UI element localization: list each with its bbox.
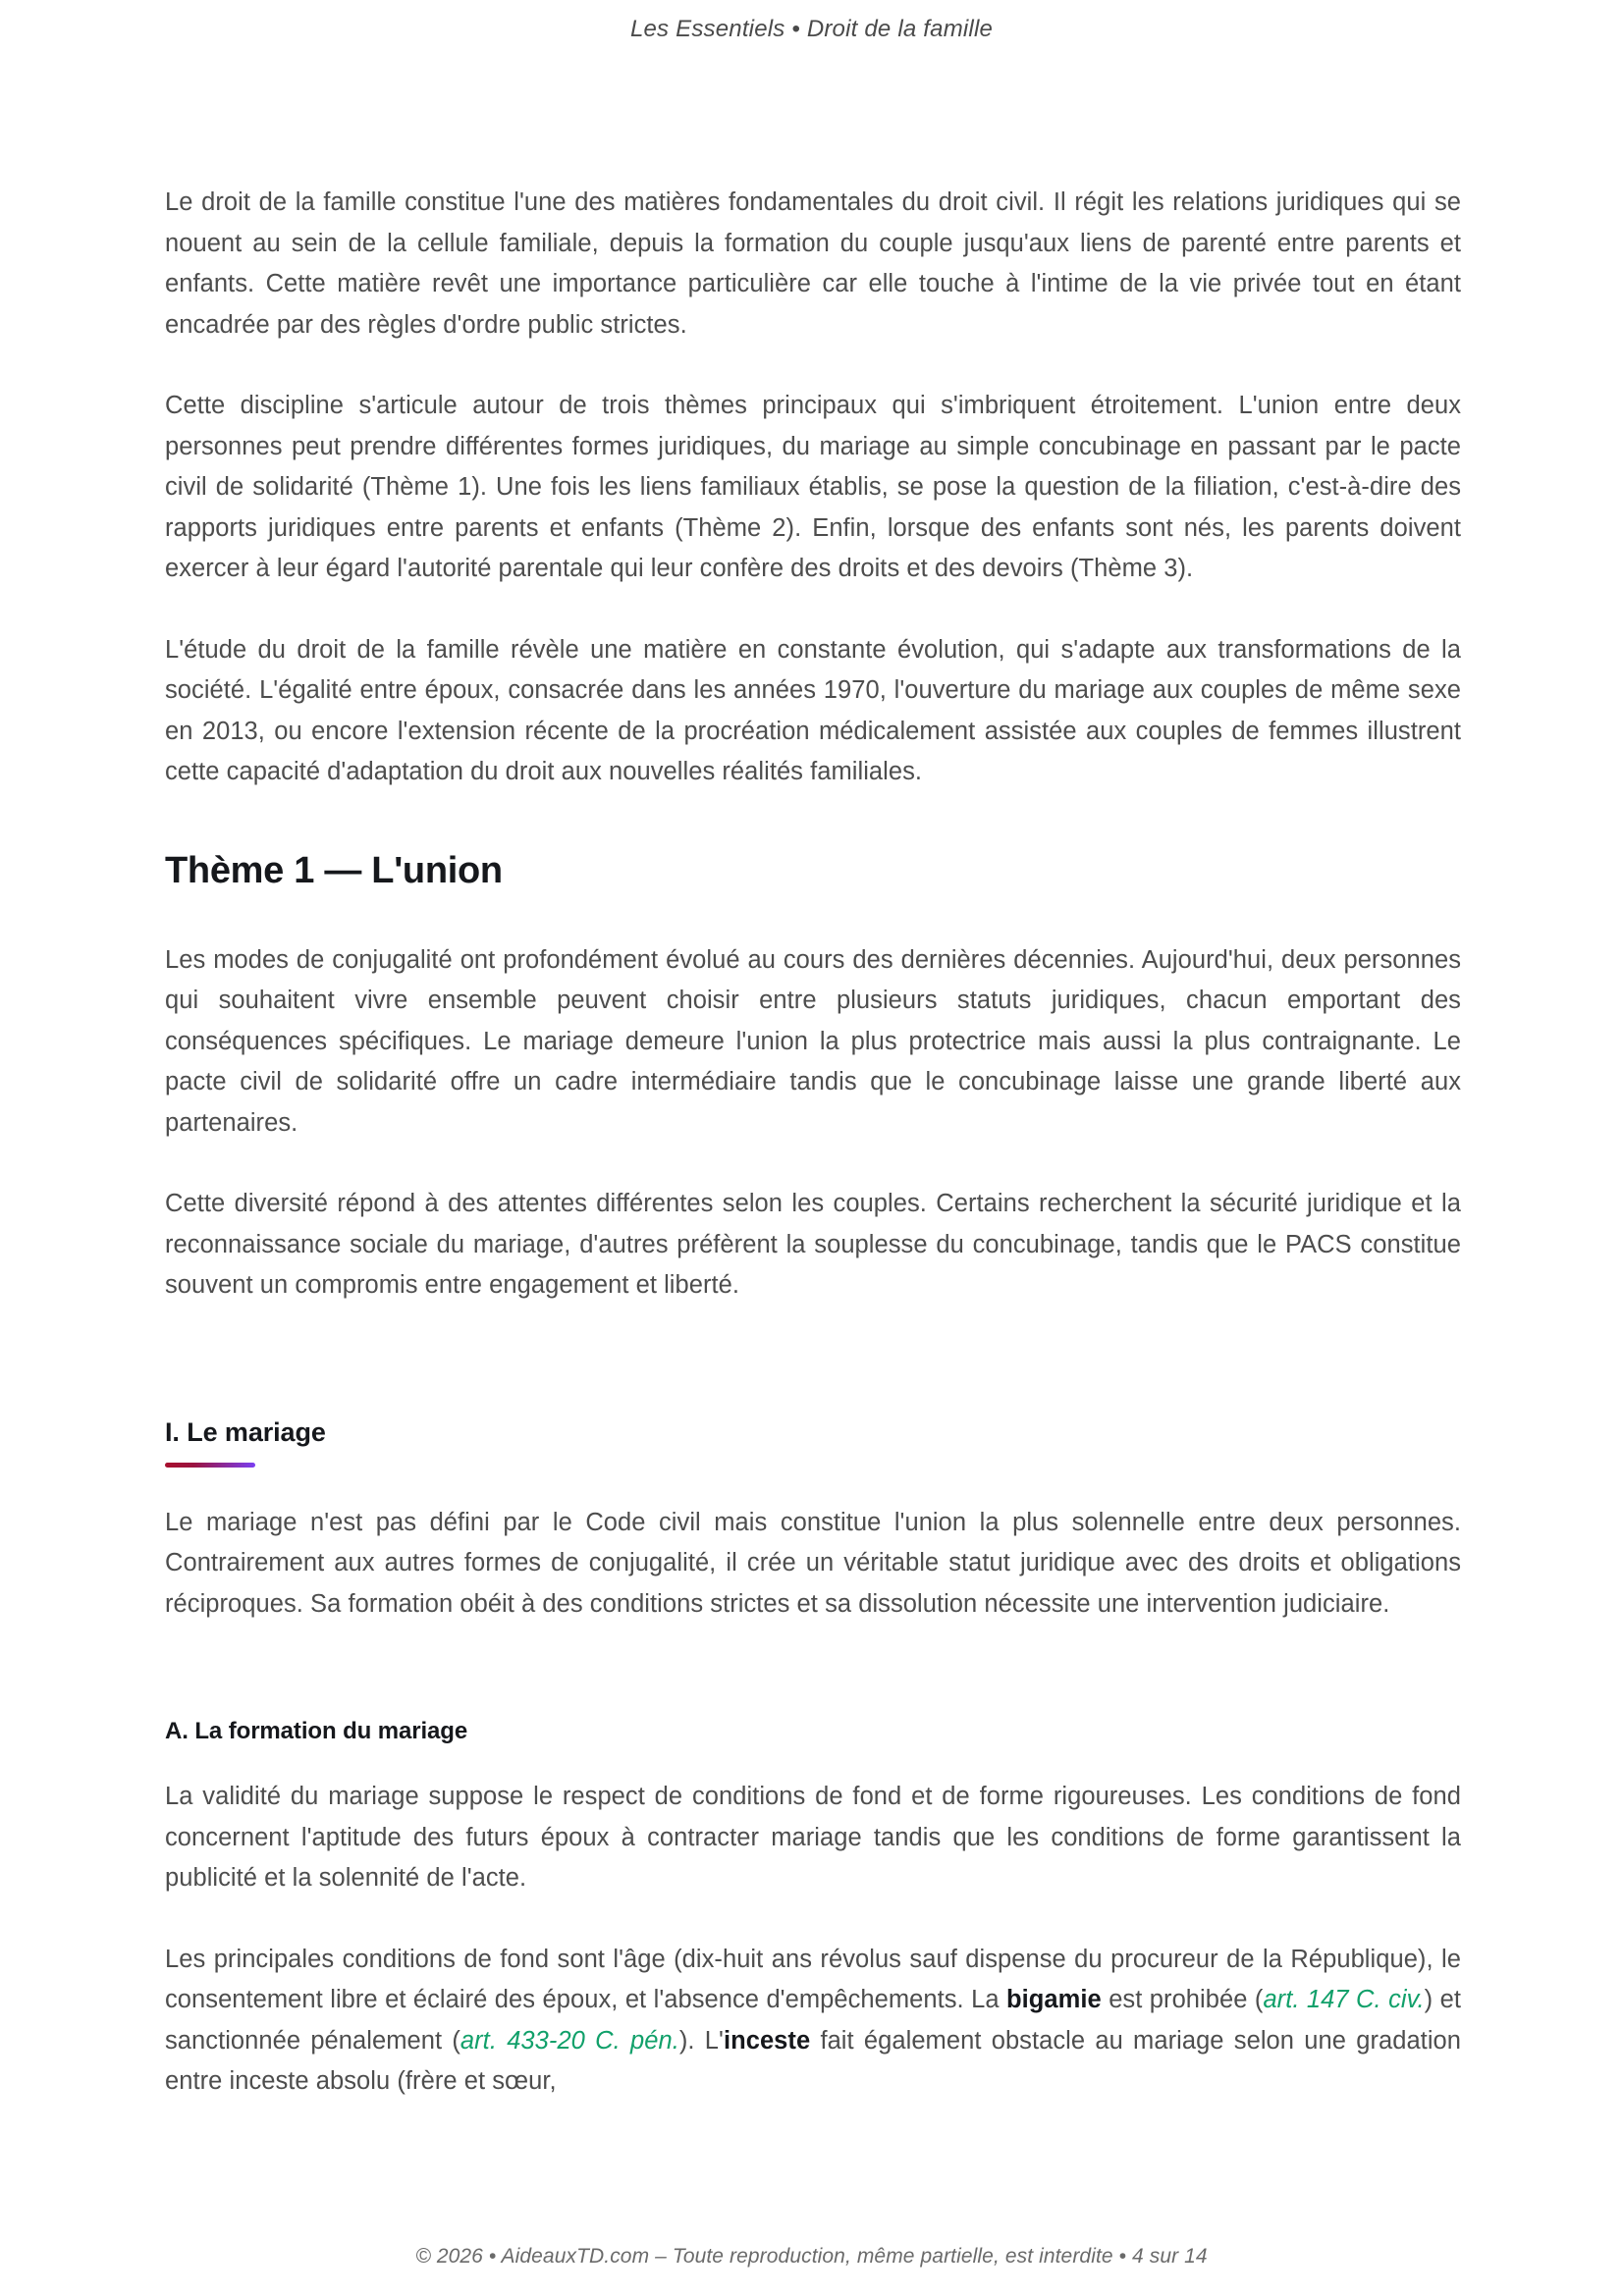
intro-paragraph-1: Le droit de la famille constitue l'une des matières fondamentales du droit civil. Il régit les relations juridiques qui se nouent au sein de la cellule familiale, depuis la formation du couple jusqu'aux liens de parenté entre parents et enfants. Cette matière revêt une importance particulière car elle touche à l'intime de la vie privée tout en étant encadrée par des règles d'ordre public strictes. [165,188,1461,339]
subsection-a-paragraph-2 [165,1940,1461,2103]
keyword-inceste: inceste [723,2026,811,2055]
section-gap [165,1347,1461,1402]
theme-paragraph-1: Les modes de conjugalité ont profondément évolué au cours des dernières décennies. Aujourd'hui, deux personnes qui souhaitent vivre ensemble peuvent choisir entre plusieurs statuts juridiques, chacun emportant des conséquences spécifiques. Le mariage demeure l'union la plus protectrice mais aussi la plus contraignante. Le pacte civil de solidarité offre un cadre intermédiaire tandis que le concubinage laisse une grande liberté aux partenaires. [165,945,1461,1137]
paragraph-text-part-2: est prohibée ( [1101,1986,1264,2013]
paragraph-text-part-1: Les principales conditions de fond sont l'âge (dix-huit ans révolus sauf dispense du procureur de la République), le consentement libre et éclairé des époux, et l'absence d'empêchements. La [165,1945,1461,2013]
subsection-gap [165,1665,1461,1716]
theme-heading: Thème 1 — L'union [165,849,503,891]
paragraph-text-part-4: ). L' [678,2026,724,2055]
running-header: Les Essentiels • Droit de la famille [629,16,994,42]
section-1-paragraph-1: Le mariage n'est pas défini par le Code civil mais constitue l'union la plus solennelle entre deux personnes. Contrairement aux autres formes de conjugalité, il crée un véritable statut juridique avec des droits et obligations réciproques. Sa formation obéit à des conditions strictes et sa dissolution nécessite une intervention judiciaire. [165,1508,1461,1618]
paragraph-text-part-5: fait également obstacle au mariage selon une gradation entre inceste absolu (frère et sœur, [165,2026,1461,2095]
subsection-a-paragraph-1: La validité du mariage suppose le respect de conditions de fond et de forme rigoureuses. Les conditions de fond concernent l'aptitude des futurs époux à contracter mariage tandis que les conditions de forme garantissent la publicité et la solennité de l'acte. [165,1783,1461,1892]
section-accent-rule [165,1463,255,1468]
intro-paragraph-2: Cette discipline s'articule autour de trois thèmes principaux qui s'imbriquent étroitement. L'union entre deux personnes peut prendre différentes formes juridiques, du mariage au simple concubinage en passant par le pacte civil de solidarité (Thème 1). Une fois les liens familiaux établis, se pose la question de la filiation, c'est-à-dire des rapports juridiques entre parents et enfants (Thème 2). Enfin, lorsque des enfants sont nés, les parents doivent exercer à leur égard l'autorité parentale qui leur confère des droits et des devoirs (Thème 3). [165,392,1461,582]
legal-citation-2: art. 433-20 C. pén. [460,2026,679,2055]
section-heading-1: I. Le mariage [165,1416,326,1447]
theme-heading-spacer [165,893,1461,940]
running-footer: © 2026 • AideauxTD.com – Toute reproduction, même partielle, est interdite • 4 sur 14 [415,2245,1208,2268]
paragraph-text-part-3: ) et sanctionnée pénalement ( [165,1986,1462,2055]
legal-citation-1: art. 147 C. civ. [1263,1986,1425,2013]
intro-paragraph-3: L'étude du droit de la famille révèle une matière en constante évolution, qui s'adapte aux transformations de la société. L'égalité entre époux, consacrée dans les années 1970, l'ouverture du mariage aux couples de même sexe en 2013, ou encore l'extension récente de la procréation médicalement assistée aux couples de femmes illustrent cette capacité d'adaptation du droit aux nouvelles réalités familiales. [165,635,1461,785]
keyword-bigamie: bigamie [1006,1986,1102,2013]
theme-paragraph-2: Cette diversité répond à des attentes différentes selon les couples. Certains recherchent la sécurité juridique et la reconnaissance sociale du mariage, d'autres préfèrent la souplesse du concubinage, tandis que le PACS constitue souvent un compromis entre engagement et liberté. [165,1190,1461,1299]
subsection-heading-a: A. La formation du mariage [165,1718,468,1744]
page-content [165,183,1461,2103]
